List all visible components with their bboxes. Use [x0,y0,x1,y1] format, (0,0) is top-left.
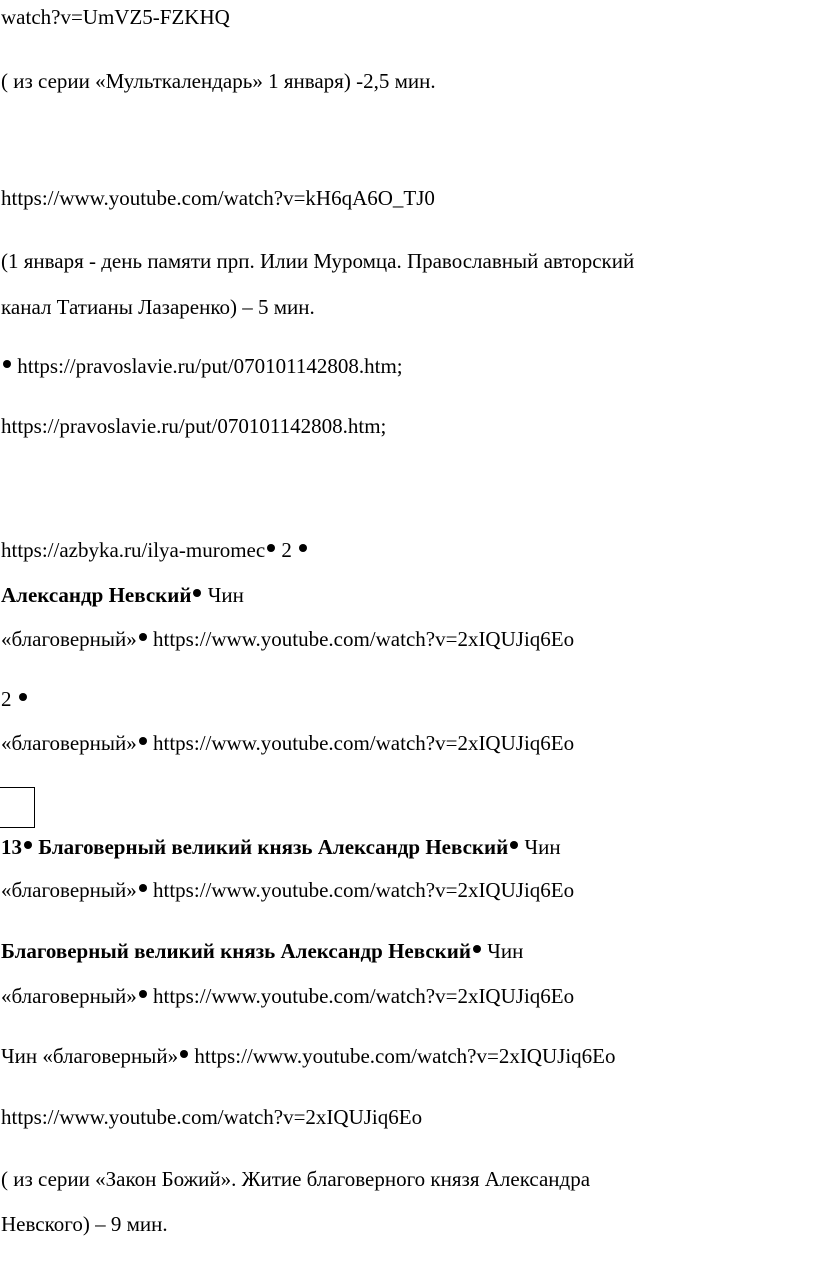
number-label: 2 [1,687,12,711]
bullet-icon [3,360,11,368]
number-label: 2 [281,538,292,562]
description-text [1,68,436,94]
description-text [1,294,315,320]
link-label: https://pravoslavie.ru/put/070101142808.htm; [1,414,387,438]
heading-label: Александр Невский [1,583,192,607]
description-label: ( из серии «Закон Божий». Житие благоверного князя Александра [1,1167,591,1191]
bullet-icon [267,544,275,552]
heading-line [1,582,244,608]
link-line[interactable] [1,1043,615,1069]
empty-box [0,787,35,828]
link-line[interactable] [1,626,574,652]
link-text[interactable] [1,1104,422,1130]
bullet-link-line[interactable] [1,353,403,379]
text-label: «благоверный» [1,627,137,651]
link-line[interactable] [1,877,574,903]
description-label: канал Татианы Лазаренко) – 5 мин. [1,295,315,319]
description-label: ( из серии «Мульткалендарь» 1 января) -2,5 мин. [1,69,436,93]
text-label: Чин [487,939,524,963]
link-label: watch?v=UmVZ5-FZKHQ [1,5,230,29]
description-text [1,1166,590,1192]
bullet-icon [510,841,518,849]
link-text[interactable] [1,413,386,439]
link-line[interactable] [1,730,574,756]
bullet-icon [19,693,27,701]
link-text[interactable] [1,185,435,211]
link-label: https://www.youtube.com/watch?v=2xIQUJiq6Eo [153,731,575,755]
link-label: https://www.youtube.com/watch?v=kH6qA6O_TJ0 [1,186,435,210]
bullet-icon [139,737,147,745]
link-line[interactable] [1,983,574,1009]
heading-line [1,938,523,964]
bullet-icon [473,945,481,953]
text-label: Чин «благоверный» [1,1044,179,1068]
link-label: https://www.youtube.com/watch?v=2xIQUJiq6Eo [194,1044,616,1068]
bullet-icon [139,884,147,892]
link-label: https://azbyka.ru/ilya-muromec [1,538,266,562]
heading-label: Благоверный великий князь Александр Невский [1,939,471,963]
bullet-icon [139,990,147,998]
link-label: https://www.youtube.com/watch?v=2xIQUJiq6Eo [153,627,575,651]
link-text[interactable] [1,537,308,563]
link-text[interactable] [1,4,230,30]
bullet-icon [139,633,147,641]
description-label: (1 января - день памяти прп. Илии Муромца. Православный авторский [1,249,635,273]
link-label: https://www.youtube.com/watch?v=2xIQUJiq6Eo [153,984,575,1008]
link-label: https://www.youtube.com/watch?v=2xIQUJiq6Eo [153,878,575,902]
description-label: Невского) – 9 мин. [1,1212,168,1236]
text-label: «благоверный» [1,878,137,902]
bullet-icon [180,1050,188,1058]
text-label: «благоверный» [1,984,137,1008]
link-label: https://www.youtube.com/watch?v=2xIQUJiq6Eo [1,1105,423,1129]
link-label: https://pravoslavie.ru/put/070101142808.htm; [17,354,403,378]
text-label: Чин [207,583,244,607]
description-text [1,1211,168,1237]
bullet-icon [299,544,307,552]
description-text [1,248,634,274]
heading-line [1,834,561,860]
number-line [1,686,28,712]
text-label: «благоверный» [1,731,137,755]
bullet-icon [193,589,201,597]
heading-label: Благоверный великий князь Александр Невский [38,835,509,859]
text-label: Чин [524,835,561,859]
bullet-icon [24,841,32,849]
number-label: 13 [1,835,22,859]
